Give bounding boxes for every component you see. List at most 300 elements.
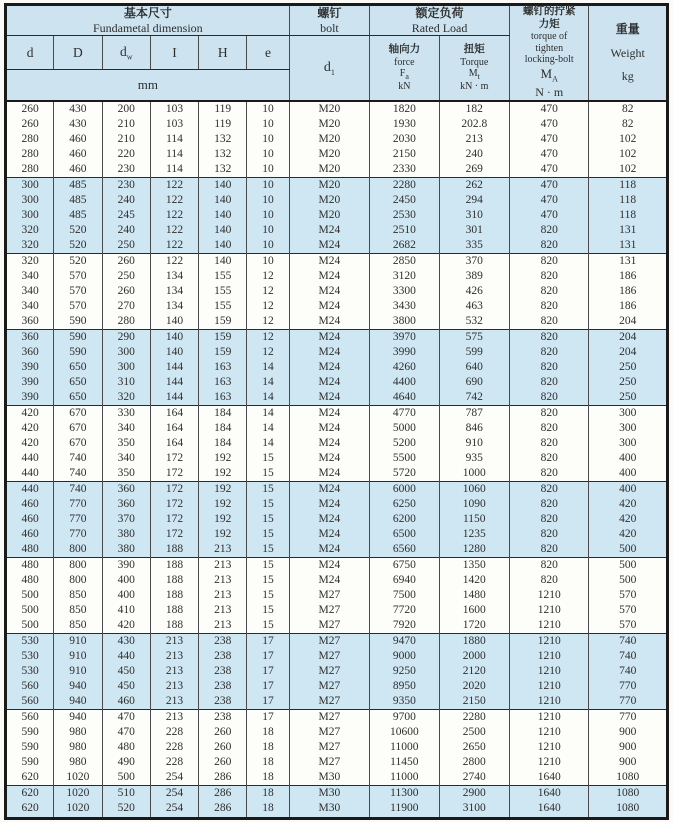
cell-weight_kg: 204 <box>589 345 668 360</box>
cell-dw: 200 <box>102 101 150 117</box>
cell-torque_Mt_kNm: 182 <box>439 101 509 117</box>
cell-I: 103 <box>150 101 198 117</box>
cell-d1: M24 <box>289 482 369 498</box>
cell-d1: M24 <box>289 299 369 314</box>
cell-weight_kg: 204 <box>589 330 668 346</box>
cell-D: 590 <box>54 314 102 330</box>
cell-force_Fa_kN: 1930 <box>370 117 439 132</box>
cell-torque_Mt_kNm: 935 <box>439 451 509 466</box>
cell-e: 18 <box>247 740 289 755</box>
cell-force_Fa_kN: 6750 <box>370 558 439 574</box>
cell-locking_torque_MA_Nm: 1210 <box>509 603 588 618</box>
cell-d1: M24 <box>289 451 369 466</box>
cell-D: 980 <box>54 725 102 740</box>
cell-force_Fa_kN: 2150 <box>370 147 439 162</box>
header-weight <box>589 5 668 102</box>
cell-e: 15 <box>247 527 289 542</box>
cell-torque_Mt_kNm: 202.8 <box>439 117 509 132</box>
cell-d1: M24 <box>289 406 369 422</box>
table-row <box>6 193 668 208</box>
cell-force_Fa_kN: 6200 <box>370 512 439 527</box>
weight-en: Weight <box>610 45 645 60</box>
cell-d: 340 <box>6 299 54 314</box>
cell-weight_kg: 102 <box>589 147 668 162</box>
cell-H: 140 <box>199 193 247 208</box>
cell-I: 164 <box>150 421 198 436</box>
cell-locking_torque_MA_Nm: 820 <box>509 482 588 498</box>
cell-torque_Mt_kNm: 690 <box>439 375 509 390</box>
cell-d1: M30 <box>289 786 369 802</box>
cell-I: 144 <box>150 360 198 375</box>
cell-I: 213 <box>150 664 198 679</box>
cell-dw: 210 <box>102 117 150 132</box>
cell-I: 172 <box>150 466 198 482</box>
cell-d: 590 <box>6 740 54 755</box>
cell-e: 15 <box>247 588 289 603</box>
cell-e: 18 <box>247 786 289 802</box>
cell-D: 800 <box>54 558 102 574</box>
cell-locking_torque_MA_Nm: 470 <box>509 178 588 194</box>
locking-zh-line1: 螺钉的拧紧 <box>522 6 576 17</box>
cell-locking_torque_MA_Nm: 1210 <box>509 679 588 694</box>
cell-H: 192 <box>199 451 247 466</box>
cell-torque_Mt_kNm: 1060 <box>439 482 509 498</box>
cell-weight_kg: 118 <box>589 178 668 194</box>
cell-force_Fa_kN: 11000 <box>370 740 439 755</box>
table-row <box>6 649 668 664</box>
cell-weight_kg: 102 <box>589 162 668 178</box>
cell-e: 14 <box>247 390 289 406</box>
cell-d1: M27 <box>289 618 369 634</box>
cell-weight_kg: 186 <box>589 269 668 284</box>
cell-torque_Mt_kNm: 213 <box>439 132 509 147</box>
cell-force_Fa_kN: 5000 <box>370 421 439 436</box>
table-row <box>6 801 668 818</box>
cell-I: 172 <box>150 482 198 498</box>
cell-weight_kg: 570 <box>589 588 668 603</box>
header-unit-mm: mm <box>6 70 290 102</box>
cell-d1: M27 <box>289 679 369 694</box>
cell-dw: 480 <box>102 740 150 755</box>
cell-D: 770 <box>54 512 102 527</box>
cell-dw: 410 <box>102 603 150 618</box>
cell-dw: 320 <box>102 390 150 406</box>
table-row <box>6 147 668 162</box>
cell-H: 140 <box>199 254 247 270</box>
cell-d: 440 <box>6 482 54 498</box>
cell-weight_kg: 500 <box>589 558 668 574</box>
cell-I: 122 <box>150 178 198 194</box>
cell-torque_Mt_kNm: 1150 <box>439 512 509 527</box>
cell-torque_Mt_kNm: 2020 <box>439 679 509 694</box>
cell-torque_Mt_kNm: 599 <box>439 345 509 360</box>
cell-locking_torque_MA_Nm: 820 <box>509 512 588 527</box>
cell-H: 184 <box>199 421 247 436</box>
cell-locking_torque_MA_Nm: 1210 <box>509 649 588 664</box>
cell-force_Fa_kN: 9700 <box>370 710 439 726</box>
cell-I: 254 <box>150 786 198 802</box>
cell-I: 228 <box>150 740 198 755</box>
cell-H: 155 <box>199 269 247 284</box>
table-row <box>6 284 668 299</box>
cell-locking_torque_MA_Nm: 820 <box>509 542 588 558</box>
cell-dw: 390 <box>102 558 150 574</box>
table-header <box>6 5 668 102</box>
cell-I: 144 <box>150 375 198 390</box>
cell-D: 670 <box>54 421 102 436</box>
cell-D: 940 <box>54 710 102 726</box>
cell-e: 12 <box>247 330 289 346</box>
cell-force_Fa_kN: 3300 <box>370 284 439 299</box>
cell-locking_torque_MA_Nm: 1210 <box>509 725 588 740</box>
header-torque <box>439 36 509 101</box>
cell-force_Fa_kN: 9470 <box>370 634 439 650</box>
cell-torque_Mt_kNm: 1420 <box>439 573 509 588</box>
cell-H: 213 <box>199 542 247 558</box>
cell-D: 520 <box>54 223 102 238</box>
table-row <box>6 117 668 132</box>
basic-dimension-en: Fundametal dimension <box>93 21 203 35</box>
cell-d1: M24 <box>289 223 369 238</box>
cell-D: 910 <box>54 634 102 650</box>
cell-force_Fa_kN: 4640 <box>370 390 439 406</box>
locking-en-line2: tighten <box>535 42 564 54</box>
cell-H: 132 <box>199 147 247 162</box>
cell-torque_Mt_kNm: 1480 <box>439 588 509 603</box>
cell-locking_torque_MA_Nm: 820 <box>509 406 588 422</box>
cell-torque_Mt_kNm: 262 <box>439 178 509 194</box>
cell-D: 850 <box>54 603 102 618</box>
cell-H: 140 <box>199 238 247 254</box>
cell-H: 238 <box>199 634 247 650</box>
cell-e: 10 <box>247 208 289 223</box>
cell-dw: 340 <box>102 421 150 436</box>
cell-torque_Mt_kNm: 1880 <box>439 634 509 650</box>
cell-e: 15 <box>247 451 289 466</box>
cell-weight_kg: 400 <box>589 482 668 498</box>
cell-e: 12 <box>247 269 289 284</box>
cell-H: 159 <box>199 345 247 360</box>
cell-force_Fa_kN: 3970 <box>370 330 439 346</box>
cell-e: 15 <box>247 558 289 574</box>
cell-d1: M20 <box>289 162 369 178</box>
table-row <box>6 375 668 390</box>
cell-H: 238 <box>199 664 247 679</box>
cell-locking_torque_MA_Nm: 820 <box>509 254 588 270</box>
cell-d1: M24 <box>289 284 369 299</box>
bolt-zh: 螺钉 <box>317 6 342 20</box>
cell-H: 260 <box>199 740 247 755</box>
cell-H: 286 <box>199 801 247 818</box>
cell-weight_kg: 570 <box>589 603 668 618</box>
cell-I: 188 <box>150 618 198 634</box>
cell-force_Fa_kN: 3430 <box>370 299 439 314</box>
cell-d: 300 <box>6 208 54 223</box>
cell-d1: M24 <box>289 360 369 375</box>
cell-dw: 380 <box>102 527 150 542</box>
cell-d1: M24 <box>289 421 369 436</box>
cell-dw: 245 <box>102 208 150 223</box>
cell-weight_kg: 400 <box>589 466 668 482</box>
cell-locking_torque_MA_Nm: 1210 <box>509 618 588 634</box>
cell-locking_torque_MA_Nm: 820 <box>509 223 588 238</box>
cell-e: 15 <box>247 482 289 498</box>
cell-torque_Mt_kNm: 1720 <box>439 618 509 634</box>
cell-torque_Mt_kNm: 846 <box>439 421 509 436</box>
cell-weight_kg: 186 <box>589 284 668 299</box>
cell-I: 164 <box>150 436 198 451</box>
table-row <box>6 710 668 726</box>
cell-H: 260 <box>199 725 247 740</box>
cell-torque_Mt_kNm: 301 <box>439 223 509 238</box>
cell-force_Fa_kN: 2530 <box>370 208 439 223</box>
cell-e: 15 <box>247 542 289 558</box>
cell-I: 144 <box>150 390 198 406</box>
cell-d1: M24 <box>289 375 369 390</box>
cell-I: 172 <box>150 451 198 466</box>
cell-weight_kg: 250 <box>589 390 668 406</box>
cell-locking_torque_MA_Nm: 1640 <box>509 770 588 786</box>
cell-force_Fa_kN: 9350 <box>370 694 439 710</box>
cell-d1: M27 <box>289 664 369 679</box>
cell-H: 140 <box>199 223 247 238</box>
cell-force_Fa_kN: 7720 <box>370 603 439 618</box>
cell-D: 485 <box>54 178 102 194</box>
cell-force_Fa_kN: 2510 <box>370 223 439 238</box>
cell-D: 850 <box>54 588 102 603</box>
cell-dw: 230 <box>102 178 150 194</box>
cell-D: 910 <box>54 664 102 679</box>
cell-D: 850 <box>54 618 102 634</box>
cell-force_Fa_kN: 5200 <box>370 436 439 451</box>
cell-d: 500 <box>6 618 54 634</box>
cell-locking_torque_MA_Nm: 470 <box>509 162 588 178</box>
cell-H: 213 <box>199 558 247 574</box>
table-row <box>6 132 668 147</box>
cell-weight_kg: 420 <box>589 512 668 527</box>
cell-d: 340 <box>6 269 54 284</box>
cell-d: 360 <box>6 330 54 346</box>
cell-locking_torque_MA_Nm: 820 <box>509 269 588 284</box>
cell-d1: M24 <box>289 314 369 330</box>
header-dim-H: H <box>199 36 247 70</box>
cell-d: 530 <box>6 634 54 650</box>
table-row <box>6 451 668 466</box>
cell-e: 10 <box>247 117 289 132</box>
cell-I: 228 <box>150 725 198 740</box>
cell-dw: 300 <box>102 345 150 360</box>
cell-d1: M27 <box>289 710 369 726</box>
cell-force_Fa_kN: 6560 <box>370 542 439 558</box>
cell-d: 530 <box>6 649 54 664</box>
table-row <box>6 238 668 254</box>
cell-weight_kg: 300 <box>589 421 668 436</box>
cell-dw: 270 <box>102 299 150 314</box>
cell-weight_kg: 131 <box>589 254 668 270</box>
cell-dw: 210 <box>102 132 150 147</box>
cell-force_Fa_kN: 9000 <box>370 649 439 664</box>
cell-force_Fa_kN: 4260 <box>370 360 439 375</box>
table-row <box>6 254 668 270</box>
cell-torque_Mt_kNm: 2120 <box>439 664 509 679</box>
cell-d1: M24 <box>289 542 369 558</box>
cell-d: 590 <box>6 755 54 770</box>
cell-force_Fa_kN: 11000 <box>370 770 439 786</box>
cell-dw: 290 <box>102 330 150 346</box>
cell-I: 103 <box>150 117 198 132</box>
cell-torque_Mt_kNm: 2150 <box>439 694 509 710</box>
cell-e: 10 <box>247 162 289 178</box>
header-dim-D: D <box>54 36 102 70</box>
cell-dw: 440 <box>102 649 150 664</box>
table-row <box>6 406 668 422</box>
cell-d1: M24 <box>289 238 369 254</box>
table-row <box>6 330 668 346</box>
table-row <box>6 208 668 223</box>
cell-dw: 360 <box>102 482 150 498</box>
cell-d: 480 <box>6 542 54 558</box>
cell-weight_kg: 500 <box>589 573 668 588</box>
cell-dw: 230 <box>102 162 150 178</box>
cell-weight_kg: 770 <box>589 694 668 710</box>
cell-torque_Mt_kNm: 2740 <box>439 770 509 786</box>
cell-e: 12 <box>247 299 289 314</box>
cell-dw: 400 <box>102 588 150 603</box>
cell-d: 440 <box>6 466 54 482</box>
cell-I: 188 <box>150 573 198 588</box>
cell-e: 14 <box>247 436 289 451</box>
cell-locking_torque_MA_Nm: 820 <box>509 284 588 299</box>
cell-d1: M24 <box>289 436 369 451</box>
header-basic-dimension <box>6 5 290 36</box>
cell-locking_torque_MA_Nm: 1210 <box>509 664 588 679</box>
cell-locking_torque_MA_Nm: 820 <box>509 345 588 360</box>
cell-torque_Mt_kNm: 240 <box>439 147 509 162</box>
cell-D: 520 <box>54 238 102 254</box>
table-row <box>6 573 668 588</box>
cell-force_Fa_kN: 2682 <box>370 238 439 254</box>
cell-e: 10 <box>247 254 289 270</box>
cell-dw: 240 <box>102 193 150 208</box>
cell-locking_torque_MA_Nm: 820 <box>509 421 588 436</box>
table-row <box>6 603 668 618</box>
table-row <box>6 618 668 634</box>
cell-torque_Mt_kNm: 575 <box>439 330 509 346</box>
locking-symbol: $M_A$ <box>540 65 558 84</box>
cell-I: 122 <box>150 223 198 238</box>
cell-D: 670 <box>54 436 102 451</box>
cell-weight_kg: 900 <box>589 755 668 770</box>
cell-torque_Mt_kNm: 2280 <box>439 710 509 726</box>
cell-e: 12 <box>247 284 289 299</box>
cell-H: 159 <box>199 314 247 330</box>
cell-d: 300 <box>6 178 54 194</box>
cell-force_Fa_kN: 5500 <box>370 451 439 466</box>
cell-e: 15 <box>247 497 289 512</box>
cell-locking_torque_MA_Nm: 1210 <box>509 710 588 726</box>
cell-weight_kg: 1080 <box>589 801 668 818</box>
cell-weight_kg: 420 <box>589 497 668 512</box>
table-row <box>6 770 668 786</box>
cell-D: 1020 <box>54 786 102 802</box>
cell-locking_torque_MA_Nm: 1210 <box>509 694 588 710</box>
cell-I: 172 <box>150 527 198 542</box>
cell-torque_Mt_kNm: 1350 <box>439 558 509 574</box>
cell-force_Fa_kN: 6940 <box>370 573 439 588</box>
cell-force_Fa_kN: 10600 <box>370 725 439 740</box>
cell-D: 800 <box>54 542 102 558</box>
cell-d1: M20 <box>289 208 369 223</box>
cell-weight_kg: 131 <box>589 223 668 238</box>
cell-H: 192 <box>199 466 247 482</box>
cell-I: 172 <box>150 497 198 512</box>
cell-weight_kg: 82 <box>589 101 668 117</box>
cell-d1: M30 <box>289 770 369 786</box>
cell-D: 800 <box>54 573 102 588</box>
cell-e: 12 <box>247 345 289 360</box>
cell-d: 390 <box>6 390 54 406</box>
cell-e: 10 <box>247 147 289 162</box>
cell-I: 122 <box>150 254 198 270</box>
cell-d1: M27 <box>289 634 369 650</box>
cell-I: 213 <box>150 710 198 726</box>
force-unit: kN <box>398 81 411 93</box>
cell-force_Fa_kN: 2280 <box>370 178 439 194</box>
cell-H: 140 <box>199 208 247 223</box>
cell-d: 360 <box>6 345 54 360</box>
cell-dw: 360 <box>102 497 150 512</box>
cell-d: 300 <box>6 193 54 208</box>
cell-dw: 460 <box>102 694 150 710</box>
cell-H: 132 <box>199 132 247 147</box>
locking-unit: N · m <box>535 84 564 99</box>
cell-torque_Mt_kNm: 269 <box>439 162 509 178</box>
cell-locking_torque_MA_Nm: 820 <box>509 330 588 346</box>
table-row <box>6 679 668 694</box>
table-row <box>6 101 668 117</box>
cell-force_Fa_kN: 2030 <box>370 132 439 147</box>
torque-zh: 扭矩 <box>463 43 485 55</box>
cell-torque_Mt_kNm: 787 <box>439 406 509 422</box>
table-row <box>6 162 668 178</box>
cell-D: 910 <box>54 649 102 664</box>
cell-H: 159 <box>199 330 247 346</box>
cell-locking_torque_MA_Nm: 820 <box>509 466 588 482</box>
cell-locking_torque_MA_Nm: 1640 <box>509 801 588 818</box>
cell-torque_Mt_kNm: 3100 <box>439 801 509 818</box>
cell-D: 460 <box>54 162 102 178</box>
cell-I: 122 <box>150 193 198 208</box>
header-bolt <box>289 5 369 36</box>
cell-dw: 260 <box>102 254 150 270</box>
cell-e: 18 <box>247 755 289 770</box>
cell-locking_torque_MA_Nm: 820 <box>509 390 588 406</box>
cell-force_Fa_kN: 5720 <box>370 466 439 482</box>
cell-e: 10 <box>247 101 289 117</box>
cell-d: 260 <box>6 101 54 117</box>
torque-symbol: $M_t$ <box>468 68 480 82</box>
cell-I: 140 <box>150 330 198 346</box>
cell-weight_kg: 740 <box>589 649 668 664</box>
cell-force_Fa_kN: 6000 <box>370 482 439 498</box>
table-row <box>6 497 668 512</box>
cell-D: 1020 <box>54 770 102 786</box>
cell-dw: 280 <box>102 314 150 330</box>
cell-e: 14 <box>247 375 289 390</box>
cell-d1: M27 <box>289 649 369 664</box>
cell-d: 260 <box>6 117 54 132</box>
cell-d: 280 <box>6 132 54 147</box>
